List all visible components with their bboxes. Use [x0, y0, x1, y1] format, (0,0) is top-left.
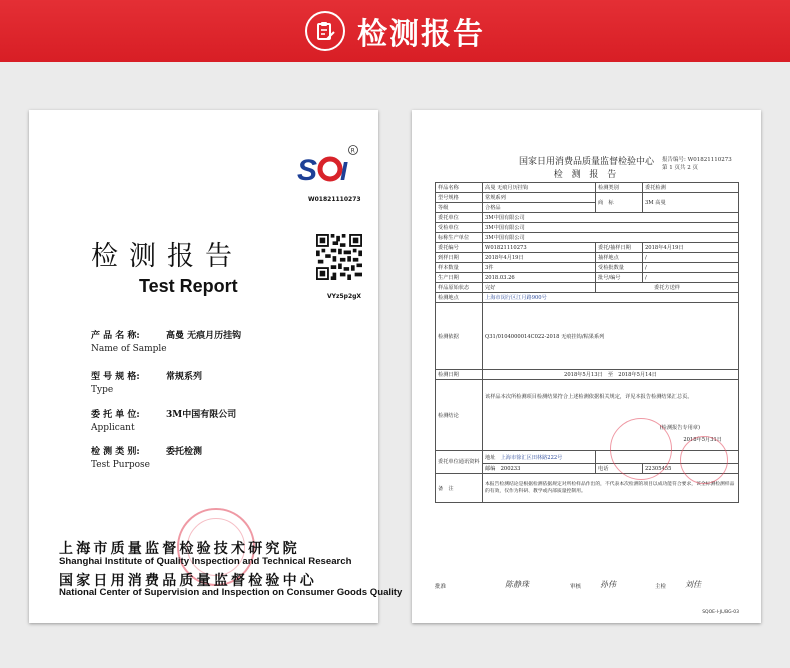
qr-code-icon [316, 234, 362, 280]
table-row [436, 370, 739, 380]
postcode-value: 200233 [500, 466, 521, 472]
report-detail-page [412, 110, 761, 623]
table-cell: 商 标 [596, 193, 643, 213]
cover-report-number: W01821110273 [308, 196, 361, 203]
page-indicator: 第 1 页共 2 页 [662, 165, 698, 171]
table-row [436, 243, 739, 253]
table-cell: 电话 [596, 464, 643, 474]
table-cell: 抽样地点 [596, 253, 643, 263]
address-label: 地址 [485, 454, 496, 461]
table-cell: 本报告检测结论是根据检测依据规定对所检样品作出的，不代表本次检测的项目以成功能符合要求，该全标测检测样品的有效，仅作为科研、教学或内部质量控制用。 [483, 474, 739, 503]
approve-signature: 陈静珠 [505, 580, 529, 589]
table-row [436, 253, 739, 263]
table-row [436, 193, 739, 203]
form-code: SQOE-I-JL/BG-03 [702, 610, 739, 615]
issue-date: 2018年5月31日 [683, 437, 722, 443]
table-cell: 委托单位通讯资料 [436, 451, 483, 474]
report-center-name: 国家日用消费品质量监督检验中心 [518, 157, 654, 167]
table-cell: 2018年5月13日 至 2018年5月14日 [483, 370, 739, 380]
banner-title: 检测报告 [357, 17, 485, 52]
table-row [436, 303, 739, 370]
report-cover-page [29, 110, 403, 623]
report-number: 报告编号: W01821110273 [662, 157, 732, 163]
table-cell: 委托单位 [436, 213, 483, 223]
table-row [436, 263, 739, 273]
sqi-logo-icon [297, 144, 359, 188]
field-value: 常规系列 [166, 372, 203, 382]
table-cell: 检测地点 [436, 293, 483, 303]
review-label: 审核 [570, 584, 582, 590]
table-cell: 批号/编号 [596, 273, 643, 283]
field-label-en: Applicant [91, 423, 135, 433]
table-cell: 样本数量 [436, 263, 483, 273]
table-cell: 标称生产单位 [436, 233, 483, 243]
table-cell: 3M 高曼 [643, 193, 739, 213]
field-value: 3M中国有限公司 [166, 410, 237, 420]
table-cell: 高曼 无痕月历挂钩 [483, 183, 596, 193]
table-cell: 委托方送样 [596, 283, 739, 293]
test-label: 主检 [655, 584, 667, 590]
table-cell: 检测类别 [596, 183, 643, 193]
table-row [436, 293, 739, 303]
table-cell: 型号规格 [436, 193, 483, 203]
report-seal-stamp [680, 436, 728, 484]
field-label-cn: 型 号 规 格: [91, 372, 140, 382]
clipboard-edit-icon [305, 11, 345, 51]
cover-title-cn: 检测报告 [91, 241, 243, 272]
table-cell: 合格品 [483, 203, 596, 213]
field-value: 高曼 无痕月历挂钩 [166, 331, 242, 341]
postcode-label: 邮编 [485, 466, 496, 472]
table-cell: 到样日期 [436, 253, 483, 263]
table-cell: 完好 [483, 283, 596, 293]
table-cell: 样品名称 [436, 183, 483, 193]
svg-text:I: I [340, 156, 348, 186]
cover-title-en: Test Report [139, 276, 238, 296]
approve-label: 批准 [435, 584, 447, 590]
table-cell: 3件 [483, 263, 596, 273]
table-cell: / [643, 253, 739, 263]
field-test-purpose [91, 444, 203, 470]
field-sample-name [91, 328, 242, 354]
table-cell: 2018.03.26 [483, 273, 596, 283]
institute-name-en: Shanghai Institute of Quality Inspection and Technical Research [59, 556, 352, 567]
field-type [91, 369, 203, 395]
header-banner [0, 0, 790, 62]
table-cell: 样品原始状态 [436, 283, 483, 293]
table-cell [483, 451, 596, 464]
table-row [436, 283, 739, 293]
table-cell: 等级 [436, 203, 483, 213]
table-cell [483, 464, 596, 474]
table-cell: 检测日期 [436, 370, 483, 380]
table-cell: / [643, 263, 739, 273]
field-label-en: Type [91, 385, 114, 395]
table-cell: 22305455 [643, 464, 739, 474]
table-row [436, 233, 739, 243]
table-cell: 常规系列 [483, 193, 596, 203]
field-label-cn: 产 品 名 称: [91, 331, 140, 341]
table-cell: W01821110273 [483, 243, 596, 253]
institute-name-cn: 上海市质量监督检验技术研究院 [59, 541, 300, 557]
table-cell: 受检批数量 [596, 263, 643, 273]
table-row [436, 213, 739, 223]
table-cell: 3M中国有限公司 [483, 233, 739, 243]
table-cell: 2018年4月19日 [643, 243, 739, 253]
field-label-cn: 委 托 单 位: [91, 410, 140, 420]
conclusion-text: 该样品本次所检测项目检测结果符合上述检测依据相关规定，详见本报告检测结果汇总页。 [485, 394, 693, 400]
table-cell: 委托/抽样日期 [596, 243, 643, 253]
table-row [436, 223, 739, 233]
report-title: 检 测 报 告 [553, 170, 620, 180]
test-signature: 刘佳 [685, 580, 701, 589]
table-cell: 生产日期 [436, 273, 483, 283]
table-cell: 委托检测 [643, 183, 739, 193]
table-cell: 上海市闵行区江月路900号 [483, 293, 739, 303]
field-applicant [91, 407, 237, 433]
address-value: 上海市徐汇区田林路222号 [500, 454, 563, 461]
table-row [436, 273, 739, 283]
table-cell: 2018年4月19日 [483, 253, 596, 263]
center-name-cn: 国家日用消费品质量监督检验中心 [59, 573, 317, 589]
table-cell: 检测结论 [436, 380, 483, 451]
table-cell: 检测依据 [436, 303, 483, 370]
center-name-en: National Center of Supervision and Inspection on Consumer Goods Quality [59, 587, 403, 598]
qr-verification-code: VYz5p2gX [327, 293, 362, 300]
table-cell: 3M中国有限公司 [483, 213, 739, 223]
table-cell: Q31/0104000014C022-2018 无痕挂钩/粘果系列 [483, 303, 739, 370]
issue-seal-label: (检测报告专用章) [659, 425, 700, 431]
field-label-cn: 检 测 类 别: [91, 447, 140, 457]
table-cell: 委托编号 [436, 243, 483, 253]
report-number-block [662, 156, 732, 172]
svg-text:R: R [350, 147, 355, 155]
table-cell: 受检单位 [436, 223, 483, 233]
official-seal-stamp [610, 418, 672, 480]
review-signature: 孙伟 [600, 580, 616, 589]
table-row [436, 183, 739, 193]
table-cell: 备 注 [436, 474, 483, 503]
field-label-en: Test Purpose [91, 460, 151, 470]
field-label-en: Name of Sample [91, 344, 167, 354]
table-cell: / [643, 273, 739, 283]
svg-text:S: S [297, 154, 318, 187]
field-value: 委托检测 [166, 447, 203, 457]
table-cell: 3M中国有限公司 [483, 223, 739, 233]
